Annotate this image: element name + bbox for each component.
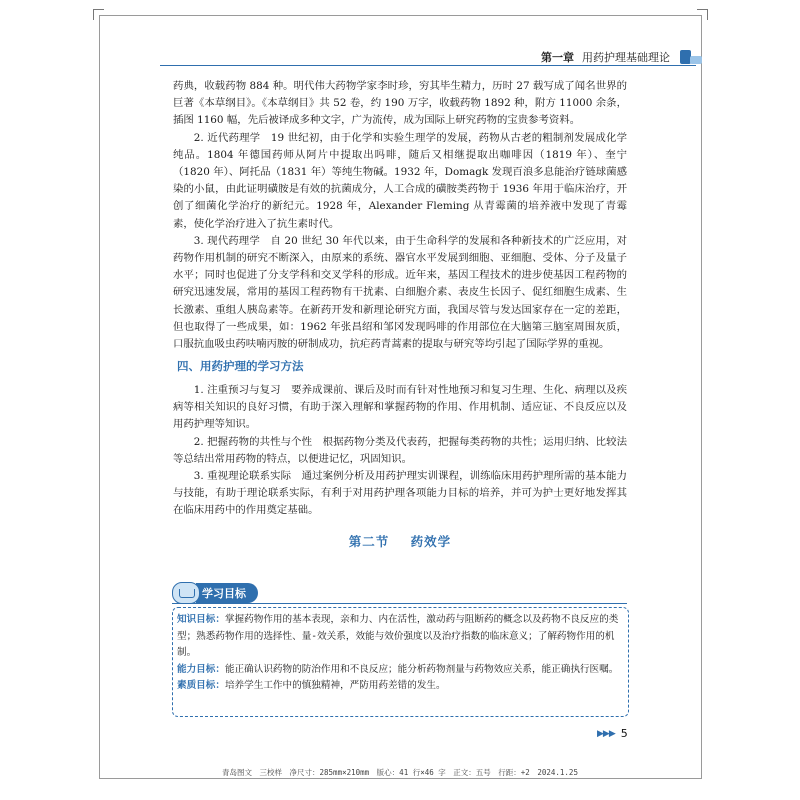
learning-goals-box (172, 607, 629, 717)
book-icon (678, 48, 704, 66)
method-theory-practice: 3. 重视理论联系实际 通过案例分析及用药护理实训课程，训练临床用药护理所需的基本能力与技能，有助于理论联系实际，有利于对用药护理各项能力目标的培养，并可为护士更好地发挥其在临床用药中的作用奠定基础。 (173, 470, 627, 517)
page-number-value: 5 (620, 727, 628, 740)
goal-text: 掌握药物作用的基本表现，亲和力、内在活性，激动药与阻断药的概念以及药物不良反应的类型；熟悉药物作用的选择性、量-效关系，效能与效价强度以及治疗指数的临床意义；了解药物作用的机制。 (177, 614, 619, 659)
goal-key: 能力目标： (177, 663, 225, 675)
section-number: 第二节 (348, 534, 390, 549)
history-text (173, 78, 627, 353)
goal-key: 知识目标： (177, 614, 225, 625)
crop-mark-top-left (93, 9, 104, 20)
goal-text: 培养学生工作中的慎独精神，严防用药差错的发生。 (224, 680, 446, 692)
section-name: 药效学 (410, 534, 452, 549)
triple-arrow-icon: ▶▶▶ (597, 728, 615, 739)
method-commonality: 2. 把握药物的共性与个性 根据药物分类及代表药，把握每类药物的共性；运用归纳、比较法等总结出常用药物的特点，以便进记忆，巩固知识。 (173, 435, 627, 465)
section-title (0, 532, 800, 550)
goals-rule (172, 603, 627, 604)
paragraph-materia-medica: 药典，收载药物 884 种。明代伟大药物学家李时珍，穷其毕生精力，历时 27 载写成了闻名世界的巨著《本草纲目》。《本草纲目》共 52 卷，约 190 万字，收载药物 1892 种，附方 11000 余条，插图 1160 幅，先后被译成多种文字，广为流传，成为国际上研究药物的宝贵参考资料。 (173, 80, 627, 127)
paragraph-modern-pharmacology-early: 2. 近代药理学 19 世纪初，由于化学和实验生理学的发展，药物从古老的粗制剂发展成化学纯品。1804 年德国药师从阿片中提取出吗啡，随后又相继提取出咖啡因（1819 年）、奎宁（1820 年）、阿托品（1831 年）等纯生物碱。1932 年，Domagk 发现百浪多息能治疗链球菌感染的小鼠，由此证明磺胺是有效的抗菌成分，人工合成的磺胺类药物于 1936 年用于临床治疗，开创了细菌化学治疗的新纪元。1928 年，Alexander Fleming 从青霉菌的培养液中发现了青霉素，使化学治疗进入了抗生素时代。 (173, 131, 627, 230)
learning-goals-label: 学习目标 (196, 583, 258, 603)
subheading-study-methods: 四、用药护理的学习方法 (177, 359, 304, 373)
crop-mark-top-right (697, 9, 708, 20)
running-header (541, 48, 704, 66)
open-book-icon (172, 582, 200, 604)
method-preview-review: 1. 注重预习与复习 要养成课前、课后及时而有针对性地预习和复习生理、生化、病理以及疾病等相关知识的良好习惯，有助于深入理解和掌握药物的作用、作用机制、适应证、不良反应以及用药护理等知识。 (173, 384, 627, 431)
goal-ability (177, 662, 624, 679)
header-rule (160, 65, 696, 66)
paragraph-contemporary-pharmacology: 3. 现代药理学 自 20 世纪 30 年代以来，由于生命科学的发展和各种新技术的广泛应用，对药物作用机制的研究不断深入，由原来的系统、器官水平发展到细胞、亚细胞、受体、分子及量子水平；同时也促进了分支学科和交叉学科的形成。近年来，基因工程技术的进步使基因工程药物的研究迅速发展，常用的基因工程药物有干扰素、白细胞介素、表皮生长因子、促红细胞生成素、生长激素、重组人胰岛素等。在新药开发和新理论研究方面，我国尽管与发达国家存在一定的差距，但也取得了一些成果，如：1962 年张昌绍和邹冈发现吗啡的作用部位在大脑第三脑室周围灰质，口服抗血吸虫药呋喃丙胺的研制成功，抗疟药青蒿素的提取与研究等均引起了国际学界的重视。 (173, 234, 627, 351)
header-title: 用药护理基础理论 (582, 51, 670, 64)
goal-quality (177, 678, 624, 695)
methods-text (173, 382, 627, 520)
header-chapter: 第一章 (541, 51, 574, 64)
print-footer: 青岛图文 三校样 净尺寸：285mm×210mm 版心：41 行×46 字 正文：五号 行距：+2 2024.1.25 (222, 768, 578, 777)
goal-text: 能正确认识药物的防治作用和不良反应；能分析药物剂量与药物效应关系，能正确执行医嘱。 (224, 663, 619, 675)
goal-key: 素质目标： (177, 680, 225, 692)
page-number (597, 727, 628, 740)
learning-goals-tag (172, 583, 258, 603)
goal-knowledge (177, 612, 624, 662)
